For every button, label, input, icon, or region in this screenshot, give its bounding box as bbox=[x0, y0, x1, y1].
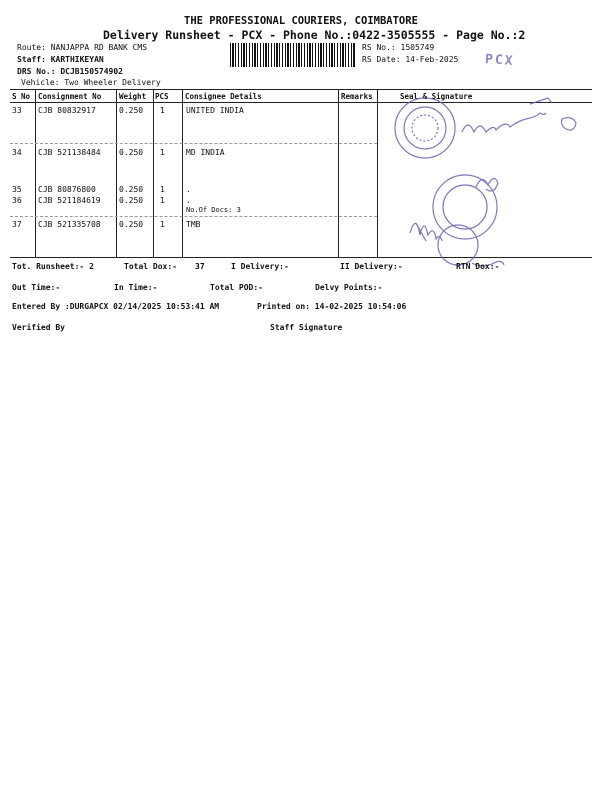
col-header-consignee: Consignee Details bbox=[185, 92, 262, 101]
row-sno: 35 bbox=[12, 185, 22, 194]
barcode bbox=[230, 43, 356, 67]
in-time: In Time:- bbox=[114, 283, 158, 292]
rs-date: RS Date: 14-Feb-2025 bbox=[362, 55, 459, 64]
col-divider bbox=[153, 89, 154, 257]
i-delivery: I Delivery:- bbox=[231, 262, 289, 271]
pcx-stamp: PCX bbox=[484, 51, 515, 70]
row-weight: 0.250 bbox=[119, 196, 144, 205]
entered-by: Entered By :DURGAPCX 02/14/2025 10:53:41 AM bbox=[12, 302, 220, 311]
row-consignment-no: CJB 80832917 bbox=[38, 106, 96, 115]
row-divider bbox=[10, 143, 377, 144]
row-consignment-no: CJB 521184619 bbox=[38, 196, 101, 205]
row-sno: 37 bbox=[12, 220, 22, 229]
col-header-weight: Weight bbox=[119, 92, 147, 101]
vehicle: Vehicle: Two Wheeler Delivery bbox=[21, 78, 161, 87]
tot-runsheet: Tot. Runsheet:- 2 bbox=[12, 262, 94, 271]
col-header-seal-signature: Seal & Signature bbox=[400, 92, 473, 101]
drs-number: DRS No.: DCJB150574902 bbox=[17, 67, 123, 76]
rs-number: RS No.: 1505749 bbox=[362, 43, 435, 52]
row-consignee: TMB bbox=[186, 220, 201, 229]
col-divider bbox=[182, 89, 183, 257]
company-name: THE PROFESSIONAL COURIERS, COIMBATORE bbox=[184, 15, 418, 27]
col-header-sno: S No bbox=[12, 92, 31, 101]
staff-signature: Staff Signature bbox=[270, 323, 343, 332]
row-consignee: . bbox=[186, 196, 191, 205]
row-consignment-no: CJB 80876800 bbox=[38, 185, 96, 194]
row-divider bbox=[10, 216, 377, 217]
row-weight: 0.250 bbox=[119, 185, 144, 194]
row-consignment-no: CJB 521138484 bbox=[38, 148, 101, 157]
col-divider bbox=[377, 89, 378, 257]
row-consignee: UNITED INDIA bbox=[186, 106, 244, 115]
ii-delivery: II Delivery:- bbox=[340, 262, 403, 271]
row-pcs: 1 bbox=[160, 148, 165, 157]
row-pcs: 1 bbox=[160, 185, 165, 194]
col-header-pcs: PCS bbox=[155, 92, 169, 101]
total-dox-label: Total Dox:- bbox=[124, 262, 177, 271]
delvy-points: Delvy Points:- bbox=[315, 283, 383, 292]
col-header-remarks: Remarks bbox=[341, 92, 373, 101]
col-divider bbox=[116, 89, 117, 257]
row-weight: 0.250 bbox=[119, 106, 144, 115]
seal-signature-area bbox=[380, 95, 595, 285]
row-pcs: 1 bbox=[160, 106, 165, 115]
row-pcs: 1 bbox=[160, 196, 165, 205]
row-consignee: MD INDIA bbox=[186, 148, 225, 157]
total-pod: Total POD:- bbox=[210, 283, 263, 292]
printed-on: Printed on: 14-02-2025 10:54:06 bbox=[257, 302, 407, 311]
verified-by: Verified By bbox=[12, 323, 65, 332]
col-divider bbox=[35, 89, 36, 257]
row-consignee: . bbox=[186, 185, 191, 194]
signature-1 bbox=[462, 113, 546, 132]
row-sno: 33 bbox=[12, 106, 22, 115]
docs-count-note: No.Of Docs: 3 bbox=[186, 206, 241, 214]
row-sno: 34 bbox=[12, 148, 22, 157]
out-time: Out Time:- bbox=[12, 283, 61, 292]
row-pcs: 1 bbox=[160, 220, 165, 229]
table-top-border bbox=[10, 89, 592, 90]
row-weight: 0.250 bbox=[119, 148, 144, 157]
row-weight: 0.250 bbox=[119, 220, 144, 229]
rtn-dox: RTN Dox:- bbox=[456, 262, 500, 271]
signature-2 bbox=[476, 178, 498, 191]
col-divider bbox=[338, 89, 339, 257]
col-header-consignment: Consignment No bbox=[38, 92, 102, 101]
total-dox-value: 37 bbox=[195, 262, 205, 271]
staff: Staff: KARTHIKEYAN bbox=[17, 55, 104, 64]
row-sno: 36 bbox=[12, 196, 22, 205]
runsheet-title: Delivery Runsheet - PCX - Phone No.:0422-3505555 - Page No.:2 bbox=[103, 28, 526, 42]
route: Route: NANJAPPA RD BANK CMS bbox=[17, 43, 148, 52]
row-consignment-no: CJB 521335708 bbox=[38, 220, 101, 229]
